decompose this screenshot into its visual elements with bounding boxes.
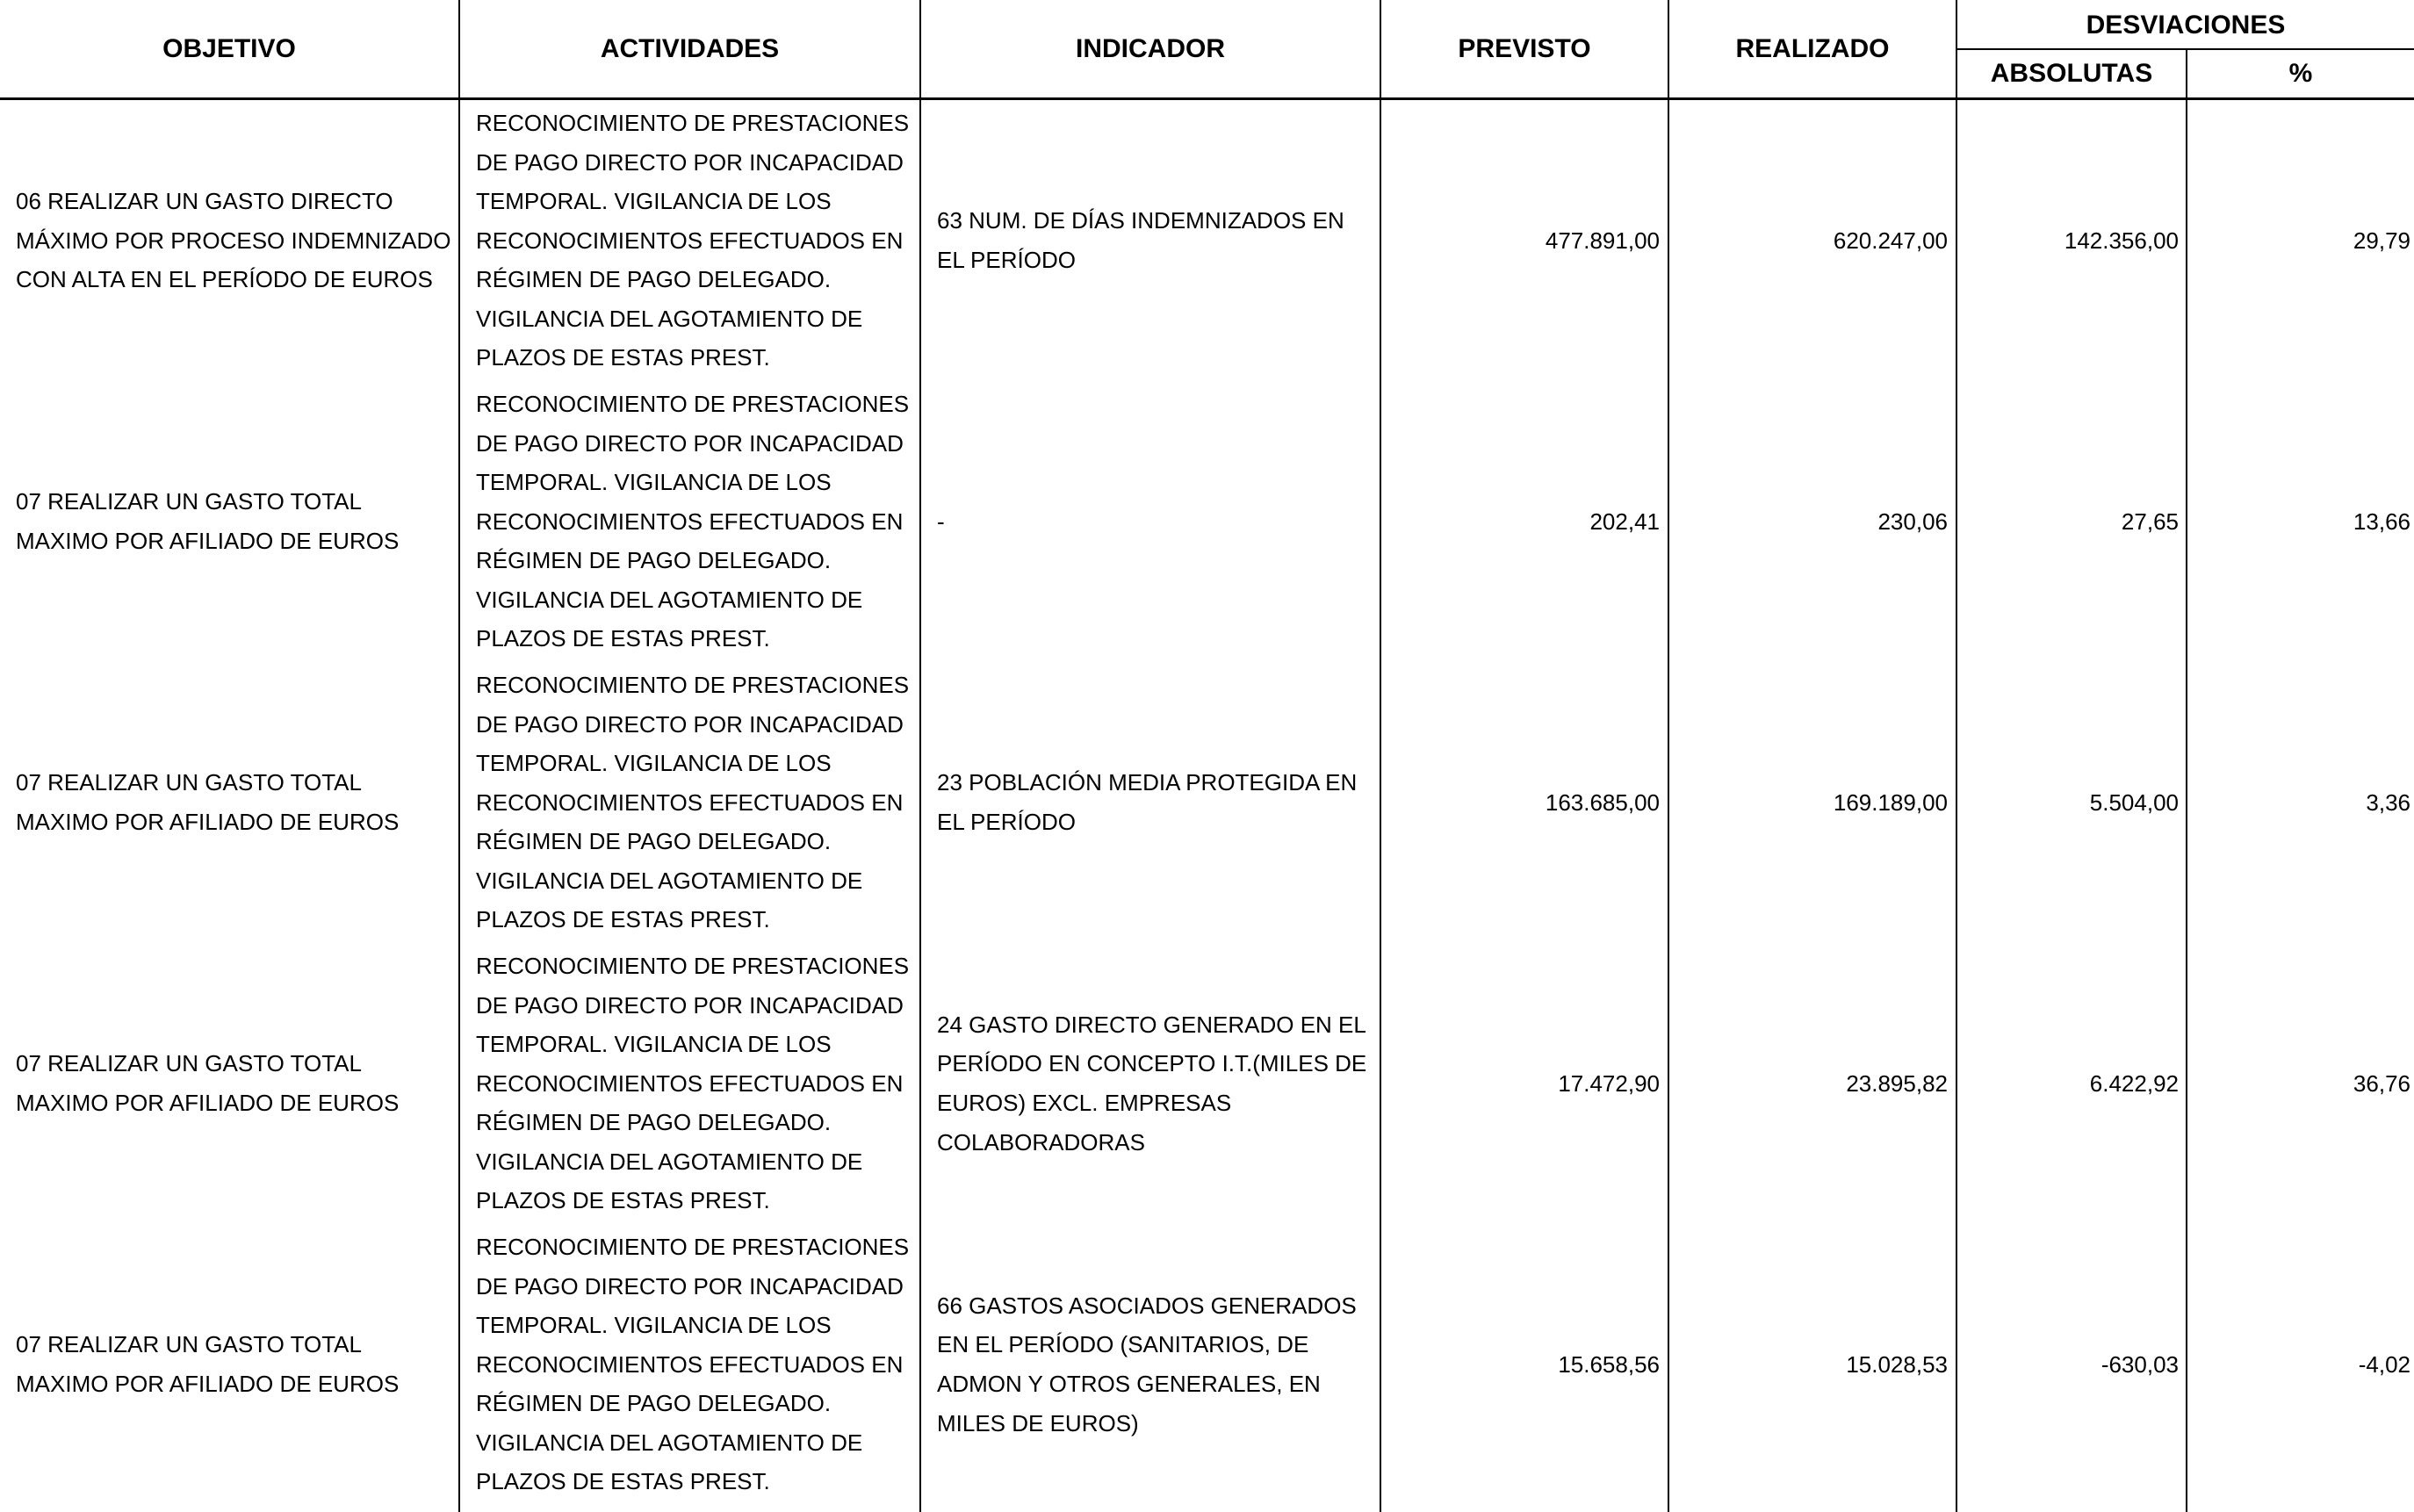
- cell-previsto: [1383, 381, 1665, 662]
- porcentaje-value: 3,36: [2366, 788, 2410, 816]
- cell-realizado: [1671, 100, 1953, 381]
- realizado-value: 230,06: [1877, 508, 1948, 535]
- cell-actividades: [462, 381, 919, 662]
- cell-actividades: [462, 943, 919, 1224]
- cell-previsto: [1383, 100, 1665, 381]
- cell-indicador: [923, 1224, 1380, 1505]
- realizado-value: 15.028,53: [1846, 1350, 1948, 1378]
- indicador-text: 24 GASTO DIRECTO GENERADO EN EL PERÍODO EN CONCEPTO I.T.(MILES DE EUROS) EXCL. EMPRESAS COLABORADORAS: [937, 1011, 1367, 1156]
- header-realizado: REALIZADO: [1735, 34, 1890, 63]
- objetivo-text: 07 REALIZAR UN GASTO TOTAL MAXIMO POR AFILIADO DE EUROS: [16, 769, 400, 835]
- cell-indicador: [923, 662, 1380, 943]
- cell-previsto: [1383, 943, 1665, 1224]
- cell-porcentaje: [2189, 1224, 2414, 1505]
- actividades-text: RECONOCIMIENTO DE PRESTACIONES DE PAGO DIRECTO POR INCAPACIDAD TEMPORAL. VIGILANCIA DE LOS RECONOCIMIENTOS EFECTUADOS EN RÉGIMEN DE PAGO DELEGADO. VIGILANCIA DEL AGOTAMIENTO DE PLAZOS DE ESTAS PREST.: [476, 390, 910, 652]
- header-absolutas: ABSOLUTAS: [1990, 59, 2153, 88]
- absolutas-value: -630,03: [2101, 1350, 2179, 1378]
- cell-objetivo: [2, 1224, 458, 1505]
- header-desviaciones: DESVIACIONES: [2086, 11, 2286, 40]
- realizado-value: 620.247,00: [1833, 227, 1948, 254]
- cell-porcentaje: [2189, 662, 2414, 943]
- porcentaje-value: 13,66: [2353, 508, 2410, 535]
- objetivo-text: 06 REALIZAR UN GASTO DIRECTO MÁXIMO POR PROCESO INDEMNIZADO CON ALTA EN EL PERÍODO DE EUROS: [16, 188, 451, 293]
- cell-indicador: [923, 943, 1380, 1224]
- header-subdivider: [1956, 48, 2414, 50]
- cell-porcentaje: [2189, 381, 2414, 662]
- cell-actividades: [462, 1224, 919, 1505]
- porcentaje-value: -4,02: [2358, 1350, 2410, 1378]
- objetivo-text: 07 REALIZAR UN GASTO TOTAL MAXIMO POR AFILIADO DE EUROS: [16, 488, 400, 554]
- indicador-text: 63 NUM. DE DÍAS INDEMNIZADOS EN EL PERÍODO: [937, 207, 1344, 273]
- actividades-text: RECONOCIMIENTO DE PRESTACIONES DE PAGO DIRECTO POR INCAPACIDAD TEMPORAL. VIGILANCIA DE LOS RECONOCIMIENTOS EFECTUADOS EN RÉGIMEN DE PAGO DELEGADO. VIGILANCIA DEL AGOTAMIENTO DE PLAZOS DE ESTAS PREST.: [476, 671, 910, 933]
- table-row: [0, 1224, 2414, 1505]
- previsto-value: 17.472,90: [1558, 1069, 1660, 1097]
- realizado-value: 23.895,82: [1846, 1069, 1948, 1097]
- actividades-text: RECONOCIMIENTO DE PRESTACIONES DE PAGO DIRECTO POR INCAPACIDAD TEMPORAL. VIGILANCIA DE LOS RECONOCIMIENTOS EFECTUADOS EN RÉGIMEN DE PAGO DELEGADO. VIGILANCIA DEL AGOTAMIENTO DE PLAZOS DE ESTAS PREST.: [476, 109, 910, 371]
- header-porcentaje: %: [2288, 59, 2313, 88]
- header-previsto: PREVISTO: [1458, 34, 1591, 63]
- actividades-text: RECONOCIMIENTO DE PRESTACIONES DE PAGO DIRECTO POR INCAPACIDAD TEMPORAL. VIGILANCIA DE LOS RECONOCIMIENTOS EFECTUADOS EN RÉGIMEN DE PAGO DELEGADO. VIGILANCIA DEL AGOTAMIENTO DE PLAZOS DE ESTAS PREST.: [476, 952, 910, 1214]
- indicador-text: 23 POBLACIÓN MEDIA PROTEGIDA EN EL PERÍODO: [937, 769, 1358, 835]
- previsto-value: 202,41: [1589, 508, 1660, 535]
- cell-actividades: [462, 662, 919, 943]
- previsto-value: 163.685,00: [1545, 788, 1660, 816]
- porcentaje-value: 29,79: [2353, 227, 2410, 254]
- actividades-text: RECONOCIMIENTO DE PRESTACIONES DE PAGO DIRECTO POR INCAPACIDAD TEMPORAL. VIGILANCIA DE LOS RECONOCIMIENTOS EFECTUADOS EN RÉGIMEN DE PAGO DELEGADO. VIGILANCIA DEL AGOTAMIENTO DE PLAZOS DE ESTAS PREST.: [476, 1233, 910, 1495]
- cell-objetivo: [2, 100, 458, 381]
- header-objetivo: OBJETIVO: [162, 34, 296, 63]
- header-actividades: ACTIVIDADES: [600, 34, 780, 63]
- cell-porcentaje: [2189, 100, 2414, 381]
- cell-previsto: [1383, 1224, 1665, 1505]
- indicador-text: 66 GASTOS ASOCIADOS GENERADOS EN EL PERÍODO (SANITARIOS, DE ADMON Y OTROS GENERALES, EN MILES DE EUROS): [937, 1292, 1357, 1436]
- absolutas-value: 142.356,00: [2064, 227, 2179, 254]
- cell-realizado: [1671, 381, 1953, 662]
- cell-actividades: [462, 100, 919, 381]
- absolutas-value: 5.504,00: [2089, 788, 2179, 816]
- cell-objetivo: [2, 381, 458, 662]
- cell-realizado: [1671, 1224, 1953, 1505]
- table-body: [0, 100, 2414, 1505]
- realizado-value: 169.189,00: [1833, 788, 1948, 816]
- cell-absolutas: [1959, 943, 2184, 1224]
- table-row: [0, 100, 2414, 381]
- cell-indicador: [923, 381, 1380, 662]
- cell-absolutas: [1959, 100, 2184, 381]
- table-row: [0, 662, 2414, 943]
- cell-objetivo: [2, 943, 458, 1224]
- cell-objetivo: [2, 662, 458, 943]
- cell-absolutas: [1959, 662, 2184, 943]
- previsto-value: 477.891,00: [1545, 227, 1660, 254]
- cell-absolutas: [1959, 381, 2184, 662]
- previsto-value: 15.658,56: [1558, 1350, 1660, 1378]
- cell-porcentaje: [2189, 943, 2414, 1224]
- indicador-text: -: [937, 508, 945, 535]
- objetivo-text: 07 REALIZAR UN GASTO TOTAL MAXIMO POR AFILIADO DE EUROS: [16, 1331, 400, 1397]
- objetivo-text: 07 REALIZAR UN GASTO TOTAL MAXIMO POR AFILIADO DE EUROS: [16, 1050, 400, 1116]
- header-indicador: INDICADOR: [1076, 34, 1225, 63]
- absolutas-value: 27,65: [2121, 508, 2179, 535]
- porcentaje-value: 36,76: [2353, 1069, 2410, 1097]
- cell-realizado: [1671, 662, 1953, 943]
- cell-indicador: [923, 100, 1380, 381]
- absolutas-value: 6.422,92: [2089, 1069, 2179, 1097]
- cell-realizado: [1671, 943, 1953, 1224]
- table-row: [0, 381, 2414, 662]
- table-row: [0, 943, 2414, 1224]
- cell-absolutas: [1959, 1224, 2184, 1505]
- cell-previsto: [1383, 662, 1665, 943]
